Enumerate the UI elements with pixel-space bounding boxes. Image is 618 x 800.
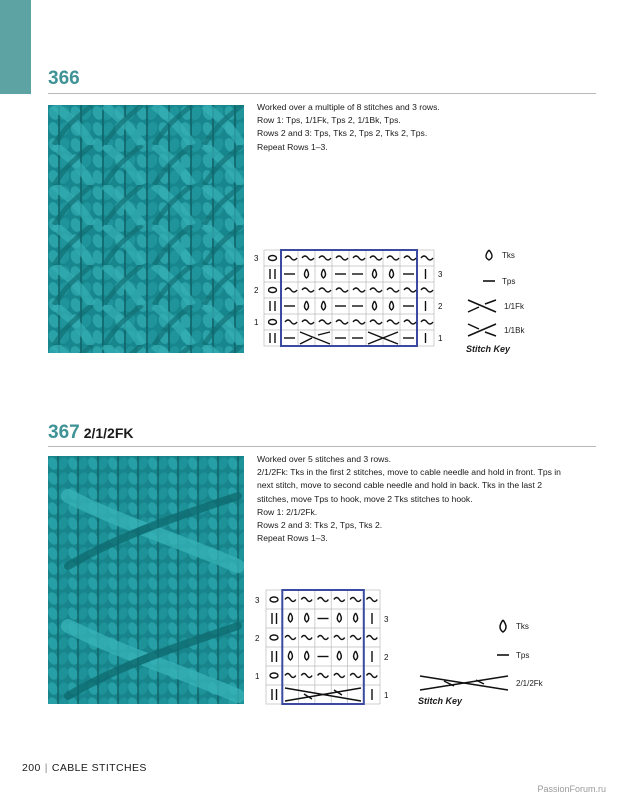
page-footer: 200 | CABLE STITCHES xyxy=(22,762,147,774)
stitch-key-367 xyxy=(418,614,578,710)
row-label: 1 xyxy=(254,318,259,327)
pattern-instructions-366 xyxy=(257,101,567,154)
swatch-photo-367 xyxy=(48,456,244,704)
tps-symbol-icon xyxy=(482,274,496,288)
tps-symbol-icon xyxy=(496,648,510,662)
instruction-line: Row 1: 2/1/2Fk. xyxy=(257,506,318,517)
key-item-1-1bk xyxy=(466,322,524,338)
stitch-key-366 xyxy=(464,246,574,358)
section-tab xyxy=(0,0,31,94)
swatch-photo-366 xyxy=(48,105,244,353)
divider-rule xyxy=(48,446,596,447)
key-label: 2/1/2Fk xyxy=(516,678,543,688)
pattern-heading-366 xyxy=(48,68,80,90)
key-item-2-1-2fk xyxy=(418,674,543,692)
key-item-1-1fk xyxy=(466,298,524,314)
tks-symbol-icon xyxy=(482,248,496,262)
key-item-tks xyxy=(496,618,529,634)
cable-2-1-2fk-icon xyxy=(418,674,510,692)
row-label: 1 xyxy=(255,672,260,681)
key-label: Tps xyxy=(516,650,530,660)
instruction-line: Repeat Rows 1–3. xyxy=(257,533,328,544)
instruction-line: Repeat Rows 1–3. xyxy=(257,141,328,152)
key-item-tks xyxy=(482,248,515,262)
pattern-number: 367 xyxy=(48,422,80,443)
page-number: 200 xyxy=(22,762,41,774)
row-label: 2 xyxy=(384,653,389,662)
pattern-number: 366 xyxy=(48,68,80,89)
stitch-chart-367 xyxy=(252,588,412,706)
key-label: Tks xyxy=(502,250,515,260)
stitch-key-title: Stitch Key xyxy=(418,696,463,706)
instruction-line: Worked over a multiple of 8 stitches and 3 rows. xyxy=(257,102,440,112)
row-label: 1 xyxy=(384,691,389,700)
row-label: 3 xyxy=(254,254,259,263)
row-label: 3 xyxy=(255,596,260,605)
divider-rule xyxy=(48,93,596,94)
instruction-line: Rows 2 and 3: Tps, Tks 2, Tps 2, Tks 2, Tps. xyxy=(257,128,428,139)
watermark: PassionForum.ru xyxy=(537,784,606,794)
key-label: Tps xyxy=(502,276,516,286)
instruction-line: 2/1/2Fk: Tks in the first 2 stitches, move to cable needle and hold in front. Tps in next stitch, move to second cable needle and hold in back. Tks in the last 2 stitches, move Tps to hook, move 2 Tks stitches to hook. xyxy=(257,467,561,504)
instruction-line: Rows 2 and 3: Tks 2, Tps, Tks 2. xyxy=(257,520,383,531)
row-label: 1 xyxy=(438,334,443,343)
row-label: 2 xyxy=(438,302,443,311)
cable-front-icon xyxy=(466,298,498,314)
pattern-heading-367 xyxy=(48,422,134,444)
pattern-title: 2/1/2FK xyxy=(83,425,134,441)
row-label: 2 xyxy=(255,634,260,643)
key-label: Tks xyxy=(516,621,529,631)
tks-symbol-icon xyxy=(496,618,510,634)
instruction-line: Worked over 5 stitches and 3 rows. xyxy=(257,454,392,464)
stitch-chart-366 xyxy=(252,248,452,354)
pattern-instructions-367 xyxy=(257,453,567,545)
key-item-tps xyxy=(482,274,515,288)
row-label: 3 xyxy=(438,270,443,279)
key-label: 1/1Fk xyxy=(504,301,525,311)
row-label: 3 xyxy=(384,615,389,624)
stitch-key-title: Stitch Key xyxy=(466,344,511,354)
instruction-line: Row 1: Tps, 1/1Fk, Tps 2, 1/1Bk, Tps. xyxy=(257,115,401,126)
section-name: CABLE STITCHES xyxy=(51,762,147,774)
cable-back-icon xyxy=(466,322,498,338)
key-label: 1/1Bk xyxy=(504,325,525,335)
row-label: 2 xyxy=(254,286,259,295)
key-item-tps xyxy=(496,648,529,662)
